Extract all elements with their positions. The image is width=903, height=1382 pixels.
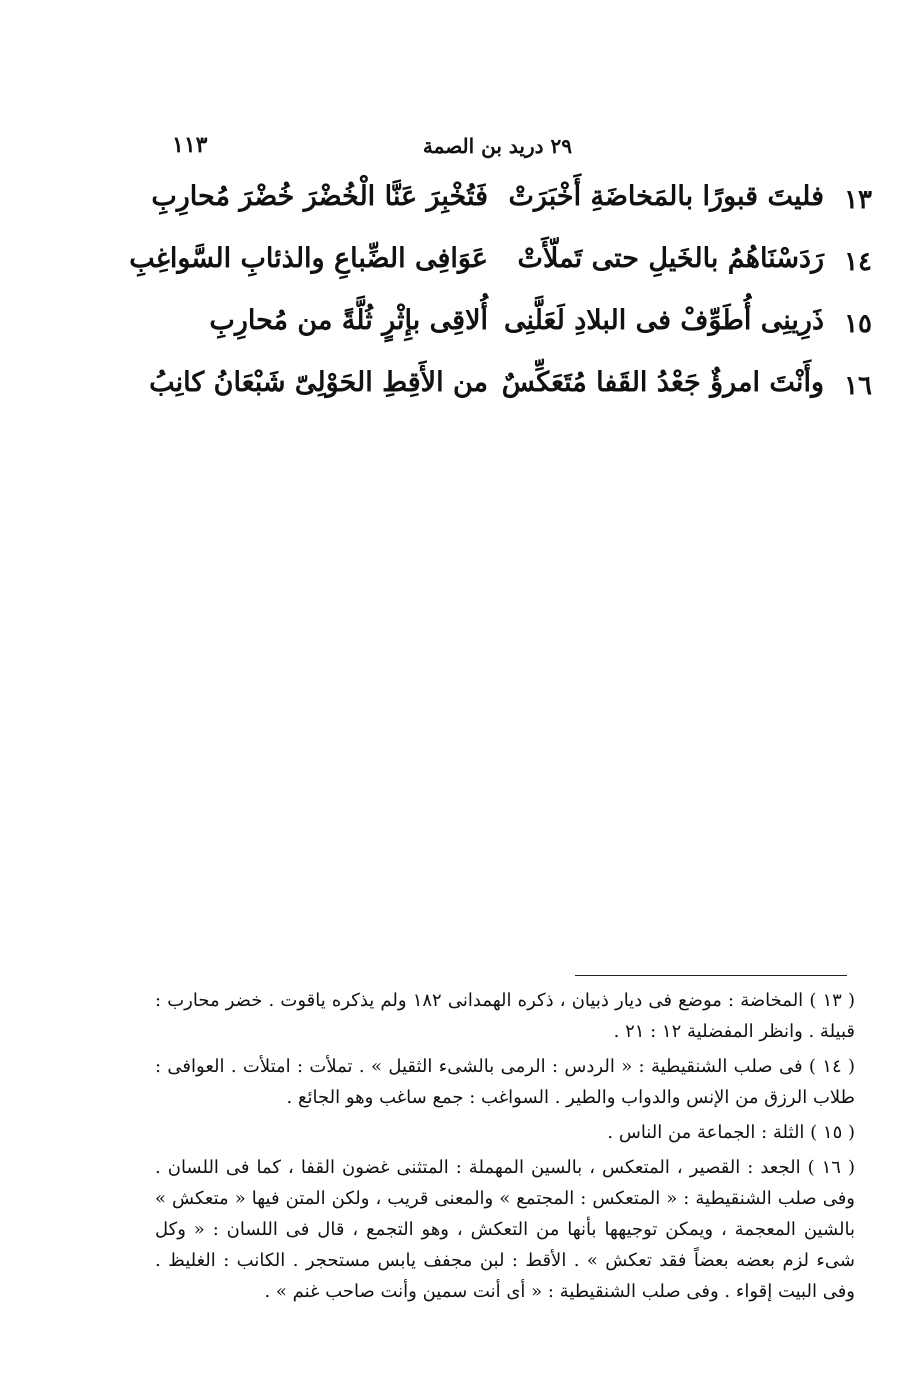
verse-14 [129,237,872,299]
footnote-16: ( ١٦ ) الجعد : القصير ، المتعكس ، بالسين المهملة : المتثنى غضون القفا ، كما فى اللسان . وفى صلب الشنقيطية : « المتعكس : المجتمع » والمعنى قريب ، ولكن المتن فيها « متعكش » بالشين المعجمة ، ويمكن توجيهها بأنها من التعكش ، وهو التجمع ، قال فى اللسان : « وكل شىء لزم بعضه بعضاً فقد تعكش » . الأقط : لبن مجفف يابس مستحجر . الكانب : الغليظ . وفى البيت إقواء . وفى صلب الشنقيطية : « أى أنت سمين وأنت صاحب غنم » . [155,1157,855,1302]
footnote-13: ( ١٣ ) المخاضة : موضع فى ديار ذبيان ، ذكره الهمدانى ١٨٢ ولم يذكره ياقوت . خضر محارب : قبيلة . وانظر المفضلية ١٢ : ٢١ . [155,990,856,1042]
verse-15 [160,299,872,361]
verse-second-hemistich: أُلاقِى بإِثْرٍ ثُلَّةً من مُحارِبِ [209,305,488,336]
poem-verses [129,175,872,423]
footnote-14: ( ١٤ ) فى صلب الشنقيطية : « الردس : الرمى بالشىء الثقيل » . تملأت : امتلأت . العوافى : طلاب الرزق من الإنس والدواب والطير . السواغب : جمع ساغب وهو الجائع . [155,1056,855,1108]
verse-number: ١٥ [844,309,872,339]
verse-number: ١٣ [844,185,872,215]
verse-second-hemistich: فَتُخْبِرَ عَنَّا الْخُضْرَ خُضْرَ مُحارِبِ [151,181,488,212]
page-header [160,128,872,168]
footnote-15: ( ١٥ ) الثلة : الجماعة من الناس . [607,1122,855,1143]
verse-first-hemistich: رَدَسْنَاهُمُ بالخَيلِ حتى تَملّأَتْ [517,243,824,274]
verse-number: ١٦ [844,371,872,401]
verse-first-hemistich: ذَرِينِى أُطَوِّفْ فى البلادِ لَعَلَّنِى [503,305,824,336]
verse-13 [151,175,872,237]
verse-first-hemistich: وأَنْتَ امرؤٌ جَعْدُ القَفا مُتَعَكِّسٌ [501,367,824,398]
footnotes [155,985,855,1311]
verse-second-hemistich: عَوَافِى الضِّباعِ والذئابِ السَّواغِبِ [129,243,488,274]
footnote-separator [575,975,847,976]
verse-second-hemistich: من الأَقِطِ الحَوْلِىّ شَبْعَانُ كانِبُ [149,367,488,398]
verse-16 [149,361,872,423]
verse-first-hemistich: فليتَ قبورًا بالمَخاضَةِ أَخْبَرَتْ [508,181,824,212]
page-number: ١١٣ [172,132,208,158]
running-title: ٢٩ دريد بن الصمة [422,134,572,158]
verse-number: ١٤ [844,247,872,277]
